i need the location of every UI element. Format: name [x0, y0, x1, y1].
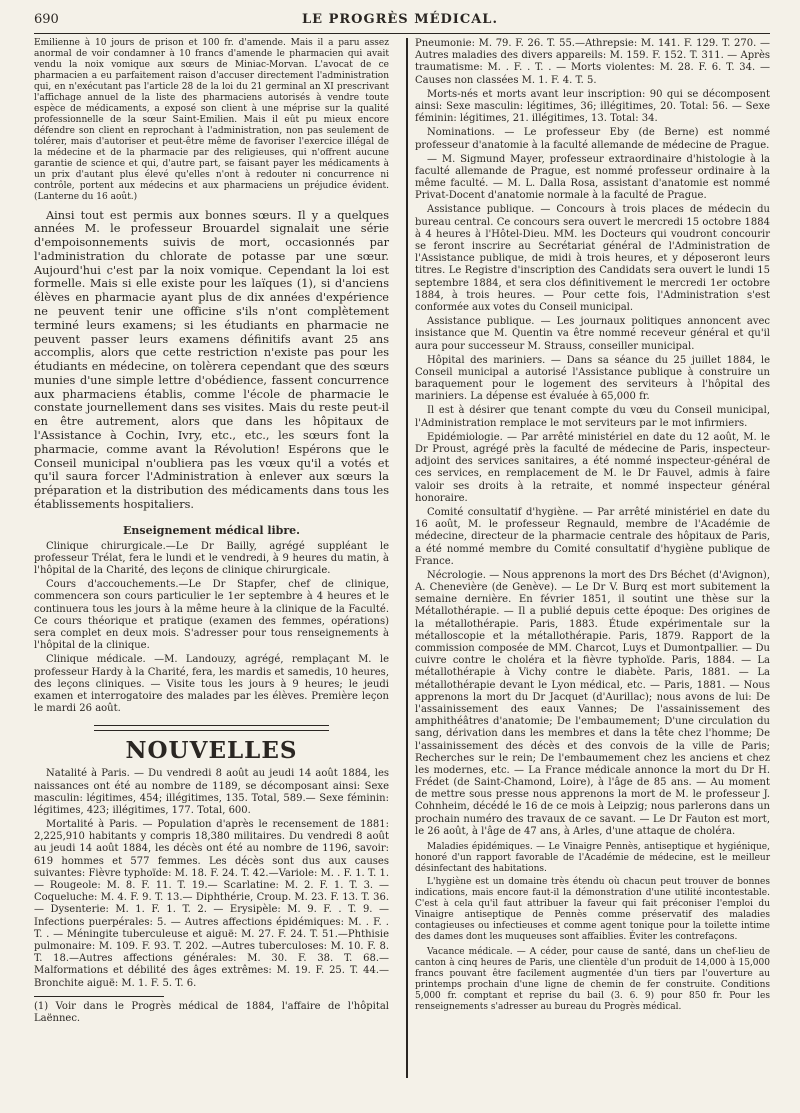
left-column: [34, 38, 389, 1027]
right-column: [415, 38, 770, 1027]
column-separator: [406, 38, 408, 1078]
footnote: (1) Voir dans le Progrès médical de 1884, l'affaire de l'hôpital Laënnec.: [34, 1000, 389, 1024]
morts-nes: Morts-nés et morts avant leur inscription: 90 qui se décomposent ainsi: Sexe masculin: légitimes, 36; illégitimes, 20. Total: 56. — Sexe féminin: légitimes, 21. illégitimes, 13. Total: 34.: [415, 88, 770, 125]
clinique-medicale-item: Clinique médicale. —M. Landouzy, agrégé, remplaçant M. le professeur Hardy à la Charité, fera, les mardis et samedis, 10 heures, des leçons cliniques. — Visite tous les jours à 9 heures; le jeudi examen et interrogatoire des malades par les élèves. Première leçon le mardi 26 août.: [34, 654, 389, 715]
footnote-rule: [34, 996, 164, 997]
hopital-mariniers: Hôpital des mariniers. — Dans sa séance du 25 juillet 1884, le Conseil municipal a autorisé l'Assistance publique à construire un baraquement pour le logement des serviteurs à l'hôpital des mariniers. La dépense est évaluée à 65,000 fr.: [415, 354, 770, 403]
section-ornament: [94, 725, 329, 731]
commentary-paragraph: Ainsi tout est permis aux bonnes sœurs. Il y a quelques années M. le professeur Brouardel signalait une série d'empoisonnements suivis de mort, occasionnés par l'administration du chlorate de potasse par une sœur. Aujourd'hui c'est par la noix vomique. Cependant la loi est formelle. Mais si elle existe pour les laïques (1), si d'anciens élèves en pharmacie ayant plus de dix années d'expérience ne peuvent tenir une officine s'ils n'ont complètement terminé leurs examens; si les étudiants en pharmacie ne peuvent passer leurs examens définitifs avant 25 ans accomplis, alors que cette restriction n'existe pas pour les étudiants en médecine, on tolèrera cependant que des sœurs munies d'une simple lettre d'obédience, fassent concurrence aux pharmaciens établis, comme l'école de pharmacie le constate journellement dans ses visites. Mais du reste peut-il en être autrement, alors que dans les hôpitaux de l'Assistance à Cochin, Ivry, etc., etc., les sœurs font la pharmacie, comme avant la Révolution! Espérons que le Conseil municipal n'oubliera pas les vœux qu'il a votés et qu'il saura forcer l'Administration à enlever aux sœurs la préparation et la distribution des médicaments dans tous les établissements hospitaliers.: [34, 208, 389, 511]
maladies-epidemiques-ad: Maladies épidémiques. — Le Vinaigre Pennès, antiseptique et hygiénique, honoré d'un rapport favorable de l'Académie de médecine, est le meilleur désinfectant des habitations.: [415, 842, 770, 874]
page-number: 690: [34, 12, 59, 27]
nominations: Nominations. — Le professeur Eby (de Berne) est nommé professeur d'anatomie à la faculté allemande de médecine de Prague.: [415, 127, 770, 151]
quoted-article: Emilienne à 10 jours de prison et 100 fr. d'amende. Mais il a paru assez anormal de voir condamner à 10 francs d'amende le pharmacien qui avait vendu la noix vomique aux sœurs de Miniac-Morvan. L'avocat de ce pharmacien a eu parfaitement raison d'accuser directement l'administration qui, en n'exécutant pas l'article 28 de la loi du 21 germinal an XI prescrivant l'affichage annuel de la liste des pharmaciens autorisés à vendre toute espèce de médicaments, a exposé son client à une méprise sur la qualité professionnelle de la sœur Saint-Emilien. Mais il eût pu mieux encore défendre son client en reprochant à l'administration, non pas seulement de tolérer, mais d'autoriser et peut-être même de favoriser l'exercice illégal de la médecine et de la pharmacie par des religieuses, qui n'offrent aucune garantie de science et qui, d'autre part, se faisant payer les médicaments à un prix d'autant plus élevé qu'elles n'ont à redouter ni concurrence ni contrôle, portent aux médecins et aux pharmaciens un préjudice évident. (Lanterne du 16 août.): [34, 38, 389, 202]
cours-accouchements-item: Cours d'accouchements.—Le Dr Stapfer, chef de clinique, commencera son cours particulier le 1er septembre à 4 heures et le continuera tous les jours à la même heure à la clinique de la Faculté. Ce cours théorique et pratique (examen des femmes, opérations) sera complet en deux mois. S'adresser pour tous renseignements à l'hôpital de la clinique.: [34, 579, 389, 652]
epidemiologie: Epidémiologie. — Par arrêté ministériel en date du 12 août, M. le Dr Proust, agrégé près la faculté de médecine de Paris, inspecteur-adjoint des services sanitaires, a été nommé inspecteur-général de ces services, en remplacement de M. le Dr Fauvel, admis à faire valoir ses droits à la retraite, et nommé inspecteur général honoraire.: [415, 431, 770, 504]
necrologie: Nécrologie. — Nous apprenons la mort des Drs Béchet (d'Avignon), A. Chenevière (de Genève). — Le Dr V. Burq est mort subitement la semaine dernière. En février 1851, il soutint une thèse sur la Métallothérapie. — Il a publié depuis cette époque: Des origines de la métallothérapie. Paris, 1883. Étude expérimentale sur la métalloscopie et la métallothérapie. Paris, 1879. Rapport de la commission composée de MM. Charcot, Luys et Dumontpallier. — Du cuivre contre le choléra et la fièvre typhoïde. Paris, 1884. — La métallothérapie à Vichy contre le diabète. Paris, 1881. — La métallothérapie devant le Lyon médical, etc. — Paris, 1881. — Nous apprenons la mort du Dr Jacquet (d'Aurillac); nous avons de lui: De l'assainissement des eaux Vannes; De l'assainissement des amphithéâtres d'anatomie; De l'embaumement; D'une circulation du sang, dérivation dans les membres et dans la tête chez l'homme; De l'assainissement des décès et des convois de la ville de Paris; Recherches sur le rein; De l'embaumement chez les anciens et chez les modernes, etc. — La France médicale annonce la mort du Dr H. Frédet (de Saint-Chamond, Loire), à l'âge de 85 ans. — Au moment de mettre sous presse nous apprenons la mort de M. le professeur J. Cohnheim, décédé le 16 de ce mois à Leipzig; nous parlerons dans un prochain numéro des travaux de ce savant. — Le Dr Fauton est mort, le 26 août, à l'âge de 47 ans, à Arles, d'une attaque de choléra.: [415, 569, 770, 837]
journal-title-text: LE PROGRÈS MÉDICAL.: [302, 12, 498, 27]
mortalite-paris: Mortalité à Paris. — Population d'après le recensement de 1881: 2,225,910 habitants y compris 18,380 militaires. Du vendredi 8 août au jeudi 14 août 1884, les décès ont été au nombre de 1196, savoir: 619 hommes et 577 femmes. Les décès sont dus aux causes suivantes: Fièvre typhoïde: M. 18. F. 24. T. 42.—Variole: M. . F. 1. T. 1. — Rougeole: M. 8. F. 11. T. 19.— Scarlatine: M. 2. F. 1. T. 3. — Coqueluche: M. 4. F. 9. T. 13.— Diphthérie, Croup. M. 23. F. 13. T. 36. — Dysenterie: M. 1. F. 1. T. 2. — Erysipèle: M. 9. F. . T. 9. — Infections puerpérales: 5. — Autres affections épidémiques: M. . F. . T. . — Méningite tuberculeuse et aiguë: M. 27. F. 24. T. 51.—Phthisie pulmonaire: M. 109. F. 93. T. 202. —Autres tuberculoses: M. 10. F. 8. T. 18.—Autres affections générales: M. 30. F. 38. T. 68.— Malformations et débilité des âges extrêmes: M. 19. F. 25. T. 44.—Bronchite aiguë: M. 1. F. 5. T. 6.: [34, 819, 390, 989]
nominations-prague: — M. Sigmund Mayer, professeur extraordinaire d'histologie à la faculté allemande de Prague, est nommé professeur ordinaire à la même faculté. — M. L. Dalla Rosa, assistant d'anatomie est nommé Privat-Docent d'anatomie normale à la faculté de Prague.: [415, 153, 770, 202]
nouvelles-heading: NOUVELLES: [125, 737, 298, 765]
natalite-paris: Natalité à Paris. — Du vendredi 8 août au jeudi 14 août 1884, les naissances ont été au nombre de 1189, se décomposant ainsi: Sexe masculin: légitimes, 454; illégitimes, 135. Total, 589.— Sexe féminin: légitimes, 423; illégitimes, 177. Total, 600.: [34, 768, 389, 816]
hopital-mariniers-wish: Il est à désirer que tenant compte du vœu du Conseil municipal, l'Administration remplace le mot serviteurs par le mot infirmiers.: [415, 405, 770, 429]
comite-hygiene: Comité consultatif d'hygiène. — Par arrêté ministériel en date du 16 août, M. le professeur Regnauld, membre de l'Académie de médecine, directeur de la pharmacie centrale des hôpitaux de Paris, a été nommé membre du Comité consultatif d'hygiène publique de France.: [415, 506, 770, 567]
assistance-publique-receveur: Assistance publique. — Les journaux politiques annoncent avec insistance que M. Quentin va être nommé receveur général et qu'il aura pour successeur M. Strauss, conseiller municipal.: [415, 316, 770, 352]
assistance-publique-concours: Assistance publique. — Concours à trois places de médecin du bureau central. Ce concours sera ouvert le mercredi 15 octobre 1884 à 4 heures à l'Hôtel-Dieu. MM. les Docteurs qui voudront concourir se feront inscrire au Secrétariat général de l'Administration de l'Assistance publique, de midi à trois heures, et y déposeront leurs titres. Le Registre d'inscription des Candidats sera ouvert le lundi 15 septembre 1884, et sera clos définitivement le mercredi 1er octobre 1884, à trois heures. — Pour cette fois, l'Administration s'est conformée aux votes du Conseil municipal.: [415, 204, 770, 313]
clinique-chirurgicale-item: Clinique chirurgicale.—Le Dr Bailly, agrégé suppléant le professeur Trélat, fera le lundi et le vendredi, à 9 heures du matin, à l'hôpital de la Charité, des leçons de clinique chirurgicale.: [34, 540, 389, 577]
mortalite-continued: Pneumonie: M. 79. F. 26. T. 55.—Athrepsie: M. 141. F. 129. T. 270. — Autres maladies des divers appareils: M. 159. F. 152. T. 311. — Après traumatisme: M. . F. . T. . — Morts violentes: M. 28. F. 6. T. 34. — Causes non classées M. 1. F. 4. T. 5.: [415, 38, 770, 86]
hygiene-ad: L'hygiène est un domaine très étendu où chacun peut trouver de bonnes indications, mais encore faut-il la démonstration d'une utilité incontestable. C'est à cela qu'il faut attribuer la faveur qui fait préconiser l'emploi du Vinaigre antiseptique de Pennès comme préservatif des maladies contagieuses ou infectieuses et comme agent tonique pour la toilette intime des dames dont les muqueuses sont affaiblies. Éviter les contrefaçons.: [415, 876, 770, 942]
journal-title: [0, 12, 800, 27]
vacance-medicale-ad: Vacance médicale. — A céder, pour cause de santé, dans un chef-lieu de canton à cinq heures de Paris, une clientèle d'un produit de 14,000 à 15,000 francs pouvant être facilement augmentée d'un tiers par l'ouverture au printemps prochain d'une ligne de chemin de fer construite. Conditions 5,000 fr. comptant et reprise du bail (3. 6. 9) pour 850 fr. Pour les renseignements s'adresser au bureau du Progrès médical.: [415, 946, 770, 1012]
header-rule: [34, 33, 770, 34]
columns: [34, 38, 770, 1027]
enseignement-heading: Enseignement médical libre.: [123, 523, 300, 537]
